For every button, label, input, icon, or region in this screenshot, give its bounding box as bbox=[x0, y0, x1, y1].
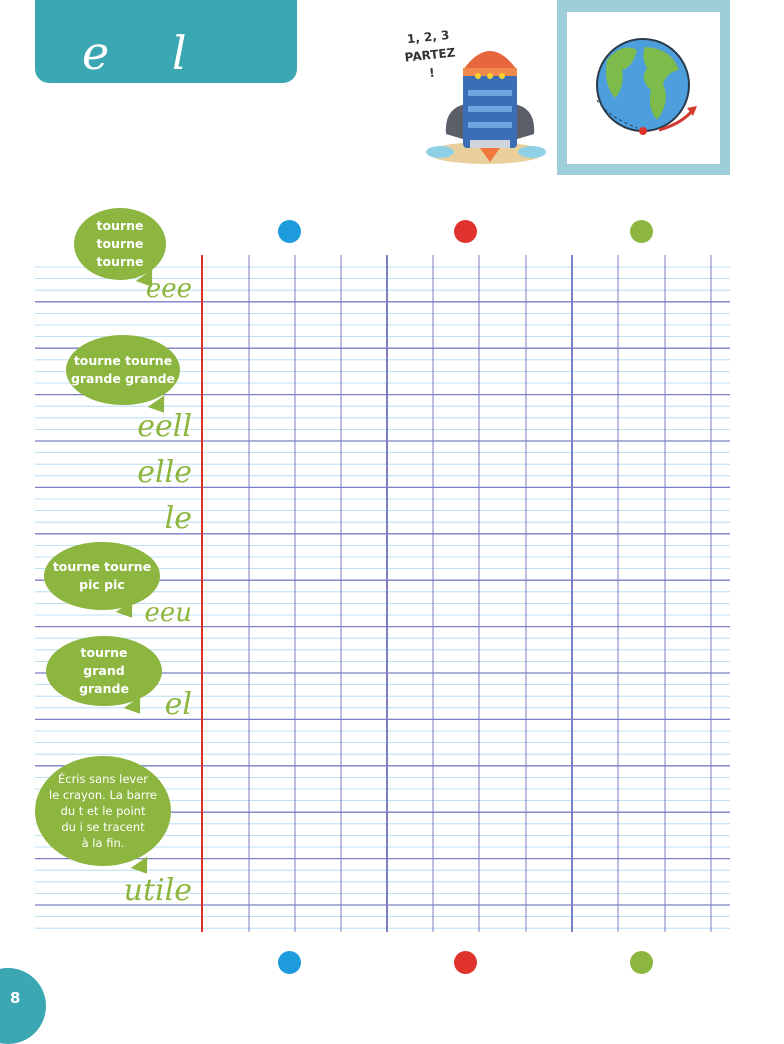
model-word-2: eell bbox=[137, 409, 192, 444]
bubble-2-line-2: grande grande bbox=[70, 371, 176, 386]
vertical-lines bbox=[249, 255, 711, 932]
model-word-6: el bbox=[164, 687, 192, 722]
bubble-1-line-3: tourne bbox=[96, 254, 144, 269]
color-dot-blue-top bbox=[278, 220, 301, 243]
model-word-4: le bbox=[164, 501, 192, 536]
speech-bubble-1 bbox=[74, 208, 166, 280]
bubble-3-line-1: tourne tourne bbox=[52, 559, 152, 574]
model-word-5: eeu bbox=[144, 598, 192, 628]
speech-bubble-5 bbox=[35, 756, 171, 866]
speech-bubble-2 bbox=[66, 335, 180, 405]
rocket-caption-line1: 1, 2, 3 bbox=[406, 27, 450, 47]
color-dot-green-top bbox=[630, 220, 653, 243]
color-dot-red-bottom bbox=[454, 951, 477, 974]
page-number: 8 bbox=[10, 989, 21, 1007]
color-dot-blue-bottom bbox=[278, 951, 301, 974]
title-letters: e l u i t bbox=[82, 26, 295, 134]
bubble-5-line-4: du i se tracent bbox=[61, 820, 145, 834]
model-word-1: eee bbox=[145, 274, 192, 304]
bubble-5-line-5: à la fin. bbox=[81, 836, 125, 850]
bubble-2-line-1: tourne tourne bbox=[73, 353, 173, 368]
model-word-7: utile bbox=[123, 873, 192, 908]
bubble-1-line-2: tourne bbox=[96, 236, 144, 251]
color-dot-green-bottom bbox=[630, 951, 653, 974]
bubble-5-line-3: du t et le point bbox=[60, 804, 146, 818]
bubble-1-line-1: tourne bbox=[96, 218, 144, 233]
bubble-5-line-1: Écris sans lever bbox=[57, 772, 148, 786]
bubble-3-line-2: pic pic bbox=[79, 577, 125, 592]
model-word-3: elle bbox=[137, 455, 192, 490]
rocket-caption-line2: PARTEZ ! bbox=[404, 45, 456, 81]
bubble-4-line-3: grande bbox=[79, 681, 129, 696]
bubble-4-line-1: tourne bbox=[80, 645, 128, 660]
bubble-4-line-2: grand bbox=[83, 663, 125, 678]
bubble-5-line-2: le crayon. La barre bbox=[49, 788, 157, 802]
color-dot-red-top bbox=[454, 220, 477, 243]
